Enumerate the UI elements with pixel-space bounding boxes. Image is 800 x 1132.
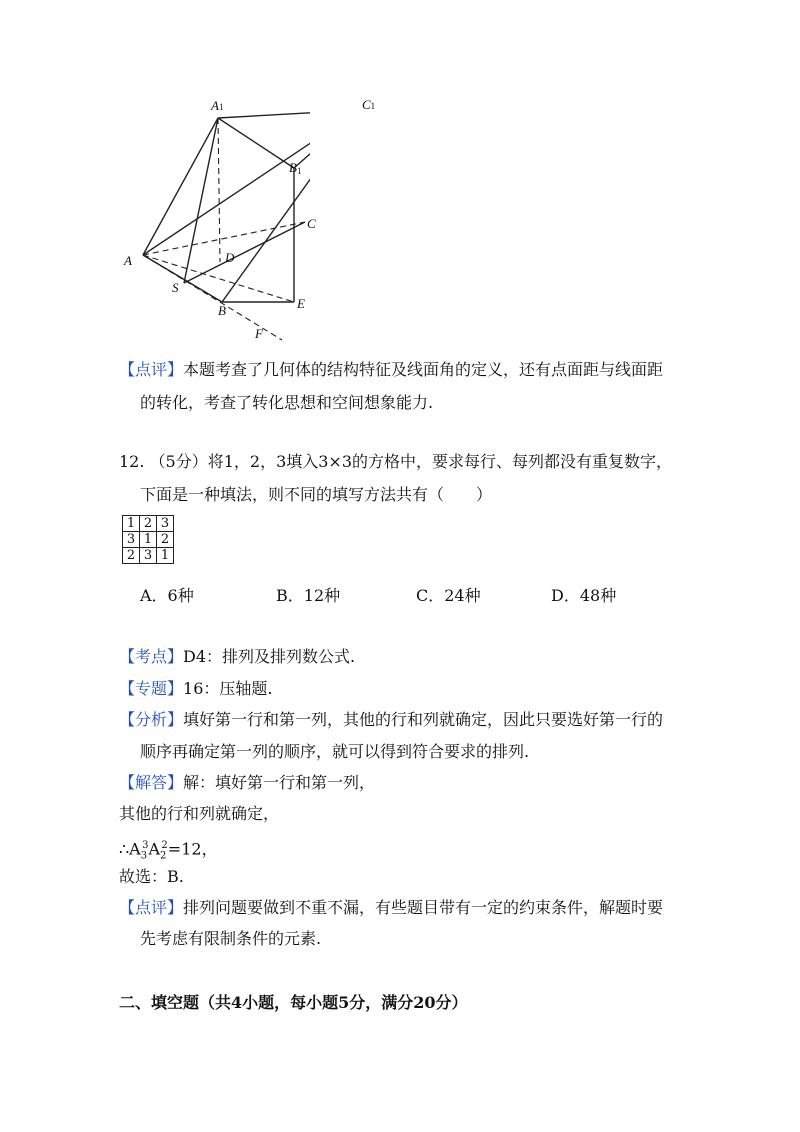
label-C: C (307, 216, 316, 231)
formula-line: $\therefore A_3^3A_2^2=12$， (119, 839, 218, 862)
grid-cell: 1 (157, 548, 174, 564)
label-B: B (218, 303, 226, 318)
grid-cell: 1 (123, 516, 140, 532)
review-line-1: 【点评】本题考查了几何体的结构特征及线面角的定义，还有点面距与线面距 (119, 360, 664, 379)
choice-line: 故选：B. (119, 867, 184, 886)
prism-figure (110, 90, 310, 350)
number-grid (122, 515, 174, 564)
grid-cell: 1 (140, 532, 157, 548)
label-D: D (225, 250, 235, 265)
review-tag: 【点评】 (119, 360, 184, 379)
grid-cell: 2 (157, 532, 174, 548)
fenxi-tag: 【分析】 (119, 710, 184, 729)
option-c: C．24种 (416, 586, 481, 605)
dianping-line-1: 【点评】排列问题要做到不重不漏，有些题目带有一定的约束条件，解题时要 (119, 898, 664, 917)
fenxi-line-1: 【分析】填好第一行和第一列，其他的行和列就确定，因此只要选好第一行的 (119, 710, 664, 729)
grid-cell: 2 (140, 516, 157, 532)
jieda-line-2: 其他的行和列就确定， (119, 804, 280, 823)
zhuanti-line: 【专题】16：压轴题. (119, 679, 273, 698)
label-B1: B1 (289, 160, 302, 176)
section-title: 二、填空题（共4小题，每小题5分，满分20分） (119, 993, 468, 1012)
edge-A-C1 (143, 110, 310, 255)
label-A1: A1 (211, 98, 224, 113)
dianping-line-2: 先考虑有限制条件的元素. (140, 929, 322, 948)
option-d: D．48种 (551, 586, 617, 605)
grid-row (123, 516, 174, 532)
dianping-tag: 【点评】 (119, 898, 184, 917)
grid-row (123, 548, 174, 564)
edge-A-A1 (143, 118, 218, 255)
review-line-2: 的转化，考查了转化思想和空间想象能力. (140, 393, 434, 412)
label-S: S (172, 280, 179, 295)
fenxi-line-2: 顺序再确定第一列的顺序，就可以得到符合要求的排列. (140, 742, 530, 761)
edge-A1-B1 (218, 118, 294, 168)
grid-cell: 3 (123, 532, 140, 548)
label-C1: C1 (362, 97, 376, 112)
option-a: A．6种 (140, 586, 194, 605)
q12-stem-line-2: 下面是一种填法，则不同的填写方法共有（ ） (140, 485, 493, 504)
dashed-A-E (143, 255, 294, 302)
edge-A1-C1 (218, 110, 310, 118)
label-E: E (297, 296, 305, 311)
grid-cell: 2 (123, 548, 140, 564)
edge-A1-S (184, 118, 218, 283)
grid-row (123, 532, 174, 548)
grid-cell: 3 (157, 516, 174, 532)
label-A: A (124, 253, 132, 268)
edge-C1-B (222, 110, 310, 302)
label-F: F (255, 326, 263, 341)
dashed-A1-D (218, 118, 220, 262)
kaodian-tag: 【考点】 (119, 647, 184, 666)
kaodian-line: 【考点】D4：排列及排列数公式. (119, 647, 356, 666)
jieda-line-1: 【解答】解：填好第一行和第一列， (119, 773, 376, 792)
option-b: B．12种 (276, 586, 341, 605)
q12-stem-line-1: 12. （5分）将1，2，3填入3×3的方格中，要求每行、每列都没有重复数字， (119, 452, 673, 471)
grid-cell: 3 (140, 548, 157, 564)
jieda-tag: 【解答】 (119, 773, 184, 792)
zhuanti-tag: 【专题】 (119, 679, 184, 698)
